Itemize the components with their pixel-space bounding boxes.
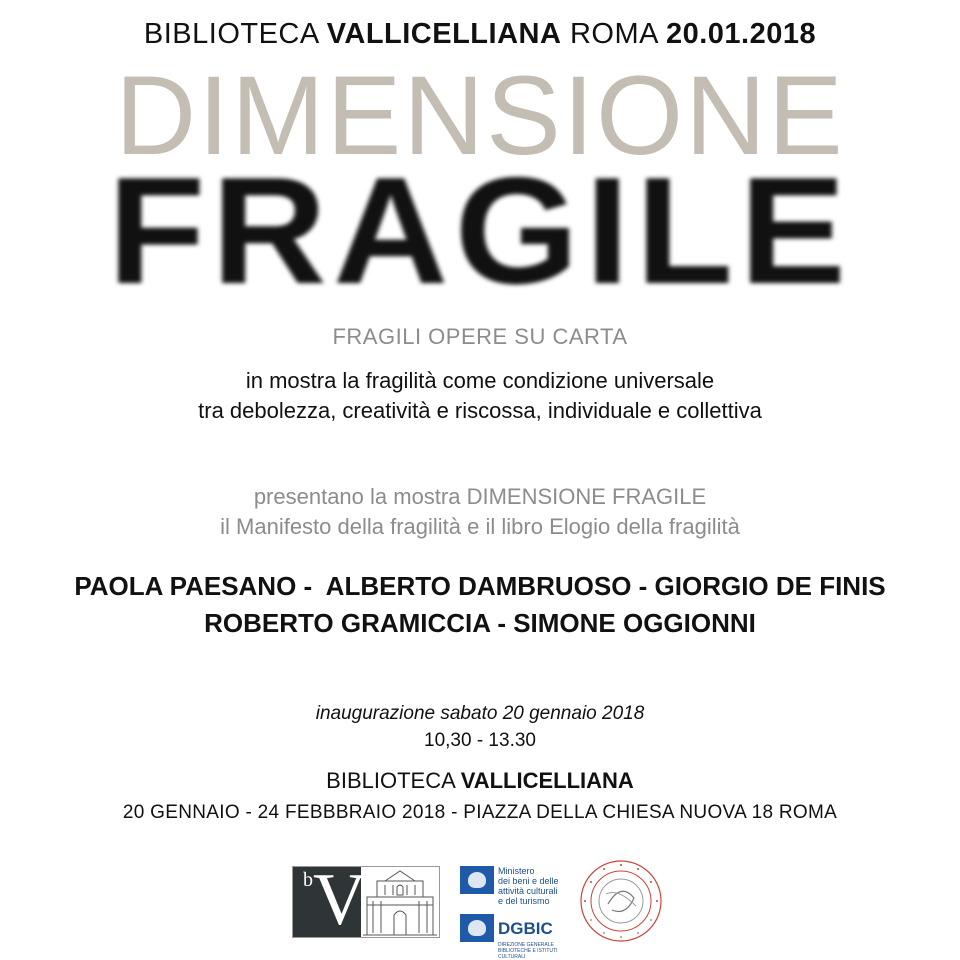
venue-name: VALLICELLIANA — [460, 768, 634, 793]
vallicelliana-logo — [292, 866, 440, 938]
mibac-icon — [460, 866, 494, 894]
mibac-logo — [460, 866, 562, 960]
description — [0, 366, 960, 426]
dgbic-subtitle: DIREZIONE GENERALE BIBLIOTECHE E ISTITUTI CULTURALI — [498, 942, 558, 960]
presentation-line: presentano la mostra DIMENSIONE FRAGILE — [253, 484, 707, 509]
venue-prefix: BIBLIOTECA — [326, 768, 455, 793]
opening-time: 10,30 - 13.30 — [424, 730, 536, 751]
logo-letter-v: V — [313, 866, 367, 938]
speakers-line: PAOLA PAESANO - ALBERTO DAMBRUOSO - GIORGIO DE FINIS — [74, 571, 886, 601]
dgbic-label: DGBIC — [498, 918, 553, 938]
header-line — [0, 18, 960, 51]
header-city: ROMA — [569, 18, 658, 50]
description-line: in mostra la fragilità come condizione universale — [245, 368, 715, 393]
header-library-name: VALLICELLIANA — [326, 18, 562, 50]
title-fragile: FRAGILE — [107, 146, 853, 316]
opening-date: inaugurazione sabato 20 gennaio 2018 — [315, 703, 645, 724]
title-dimensione: DIMENSIONE — [115, 53, 845, 178]
header-library: BIBLIOTECA — [143, 18, 319, 50]
venue-dates: 20 GENNAIO - 24 FEBBBRAIO 2018 - PIAZZA DELLA CHIESA NUOVA 18 ROMA — [122, 802, 838, 823]
church-facade-icon — [361, 867, 439, 937]
dgbic-icon — [460, 914, 494, 942]
vallicelliana-mark — [293, 866, 367, 938]
header-date: 20.01.2018 — [665, 18, 817, 50]
venue-title — [0, 768, 960, 794]
mibac-text: Ministero dei beni e delle attività culturali e del turismo — [498, 866, 559, 906]
speakers — [0, 568, 960, 642]
description-line: tra debolezza, creatività e riscossa, individuale e collettiva — [198, 398, 762, 423]
subtitle: FRAGILI OPERE SU CARTA — [332, 324, 628, 349]
logo-letter-b: b — [303, 869, 313, 891]
presentation — [0, 482, 960, 542]
opening — [0, 700, 960, 754]
association-seal-icon — [578, 858, 664, 944]
speakers-line: ROBERTO GRAMICCIA - SIMONE OGGIONNI — [204, 608, 756, 638]
presentation-line: il Manifesto della fragilità e il libro Elogio della fragilità — [220, 514, 740, 539]
